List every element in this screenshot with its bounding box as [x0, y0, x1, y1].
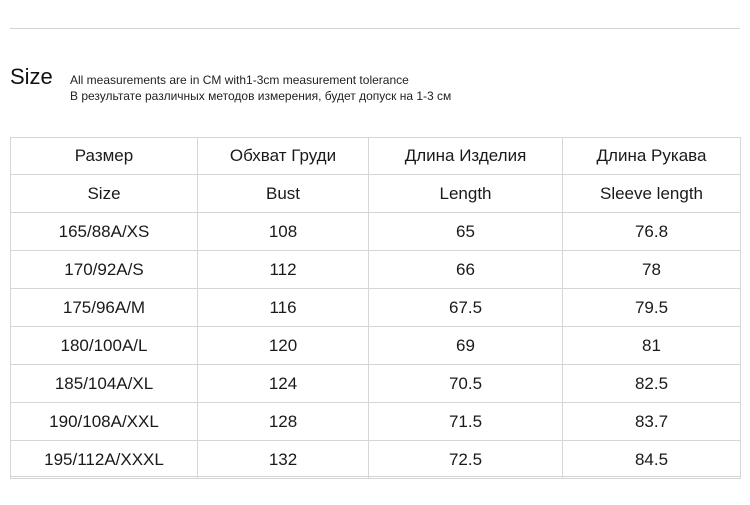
- cell-length: 69: [369, 327, 563, 365]
- size-chart-table: [10, 137, 741, 479]
- cell-length: 67.5: [369, 289, 563, 327]
- header-bust-en: Bust: [198, 175, 369, 213]
- cell-size: 170/92A/S: [11, 251, 198, 289]
- cell-sleeve: 81: [563, 327, 741, 365]
- cell-length: 66: [369, 251, 563, 289]
- cell-size: 185/104A/XL: [11, 365, 198, 403]
- header-sleeve-en: Sleeve length: [563, 175, 741, 213]
- cell-sleeve: 84.5: [563, 441, 741, 479]
- cell-bust: 128: [198, 403, 369, 441]
- table-row: [11, 289, 741, 327]
- cell-size: 190/108A/XXL: [11, 403, 198, 441]
- cell-sleeve: 83.7: [563, 403, 741, 441]
- cell-sleeve: 82.5: [563, 365, 741, 403]
- cell-size: 195/112A/XXXL: [11, 441, 198, 479]
- note-russian: В результате различных методов измерения, будет допуск на 1-3 см: [70, 89, 452, 103]
- cell-sleeve: 78: [563, 251, 741, 289]
- cell-sleeve: 79.5: [563, 289, 741, 327]
- size-title: Size: [10, 64, 53, 89]
- cell-length: 72.5: [369, 441, 563, 479]
- header-row-english: [11, 175, 741, 213]
- cell-size: 175/96A/M: [11, 289, 198, 327]
- cell-size: 180/100A/L: [11, 327, 198, 365]
- cell-size: 165/88A/XS: [11, 213, 198, 251]
- cell-sleeve: 76.8: [563, 213, 741, 251]
- cell-bust: 108: [198, 213, 369, 251]
- header-sleeve-ru: Длина Рукава: [563, 138, 741, 175]
- header-bust-ru: Обхват Груди: [198, 138, 369, 175]
- bottom-divider: [10, 476, 740, 477]
- cell-length: 71.5: [369, 403, 563, 441]
- cell-bust: 116: [198, 289, 369, 327]
- cell-bust: 112: [198, 251, 369, 289]
- table-row: [11, 365, 741, 403]
- measurement-notes: [70, 72, 451, 104]
- cell-length: 70.5: [369, 365, 563, 403]
- header-length-ru: Длина Изделия: [369, 138, 563, 175]
- size-header: [10, 62, 740, 112]
- table-row: [11, 327, 741, 365]
- table-row: [11, 441, 741, 479]
- cell-bust: 132: [198, 441, 369, 479]
- header-length-en: Length: [369, 175, 563, 213]
- note-english: All measurements are in CM with1-3cm measurement tolerance: [70, 73, 409, 87]
- cell-length: 65: [369, 213, 563, 251]
- table-row: [11, 251, 741, 289]
- cell-bust: 124: [198, 365, 369, 403]
- header-size-en: Size: [11, 175, 198, 213]
- header-size-ru: Размер: [11, 138, 198, 175]
- cell-bust: 120: [198, 327, 369, 365]
- table-row: [11, 213, 741, 251]
- table-row: [11, 403, 741, 441]
- header-row-russian: [11, 138, 741, 175]
- top-divider: [10, 28, 740, 29]
